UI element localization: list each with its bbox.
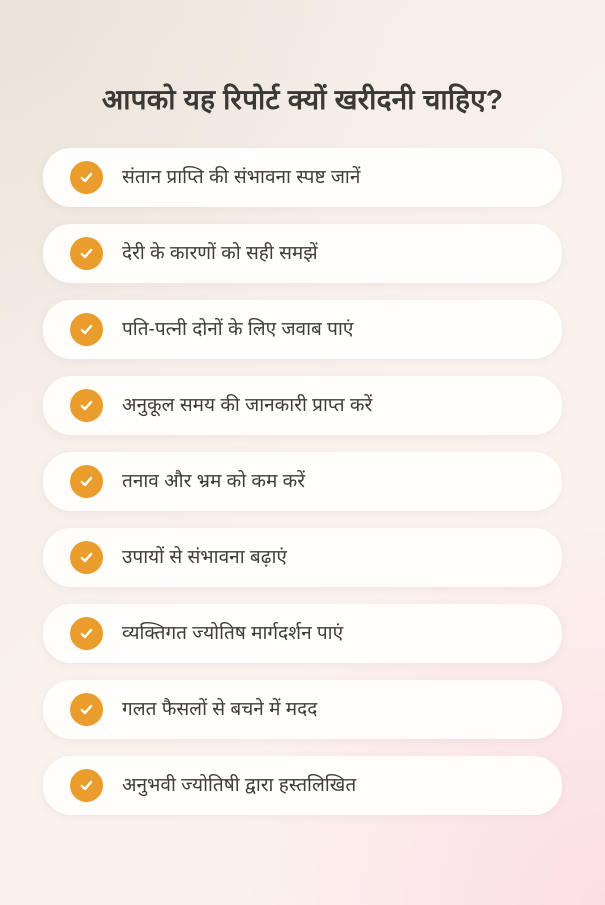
benefit-card xyxy=(43,148,562,207)
benefit-label: अनुभवी ज्योतिषी द्वारा हस्तलिखित xyxy=(122,774,357,796)
benefit-card xyxy=(43,376,562,435)
benefit-list xyxy=(0,148,605,815)
benefit-label: व्यक्तिगत ज्योतिष मार्गदर्शन पाएं xyxy=(122,622,344,644)
check-circle-icon xyxy=(70,237,103,270)
check-circle-icon xyxy=(70,541,103,574)
check-circle-icon xyxy=(70,617,103,650)
page-title: आपको यह रिपोर्ट क्यों खरीदनी चाहिए? xyxy=(101,84,504,115)
benefit-card xyxy=(43,756,562,815)
benefit-label: गलत फैसलों से बचने में मदद xyxy=(122,698,318,720)
check-circle-icon xyxy=(70,769,103,802)
benefit-card xyxy=(43,680,562,739)
check-circle-icon xyxy=(70,389,103,422)
check-circle-icon xyxy=(70,161,103,194)
benefit-card xyxy=(43,604,562,663)
benefit-label: अनुकूल समय की जानकारी प्राप्त करें xyxy=(122,394,373,416)
benefit-card xyxy=(43,224,562,283)
benefit-label: देरी के कारणों को सही समझें xyxy=(122,242,318,264)
benefit-label: पति-पत्नी दोनों के लिए जवाब पाएं xyxy=(122,318,354,340)
benefit-label: उपायों से संभावना बढ़ाएं xyxy=(122,546,287,568)
benefit-card xyxy=(43,452,562,511)
benefit-card xyxy=(43,528,562,587)
benefit-label: तनाव और भ्रम को कम करें xyxy=(122,470,306,492)
check-circle-icon xyxy=(70,313,103,346)
check-circle-icon xyxy=(70,465,103,498)
benefit-card xyxy=(43,300,562,359)
benefit-label: संतान प्राप्ति की संभावना स्पष्ट जानें xyxy=(122,166,361,188)
check-circle-icon xyxy=(70,693,103,726)
